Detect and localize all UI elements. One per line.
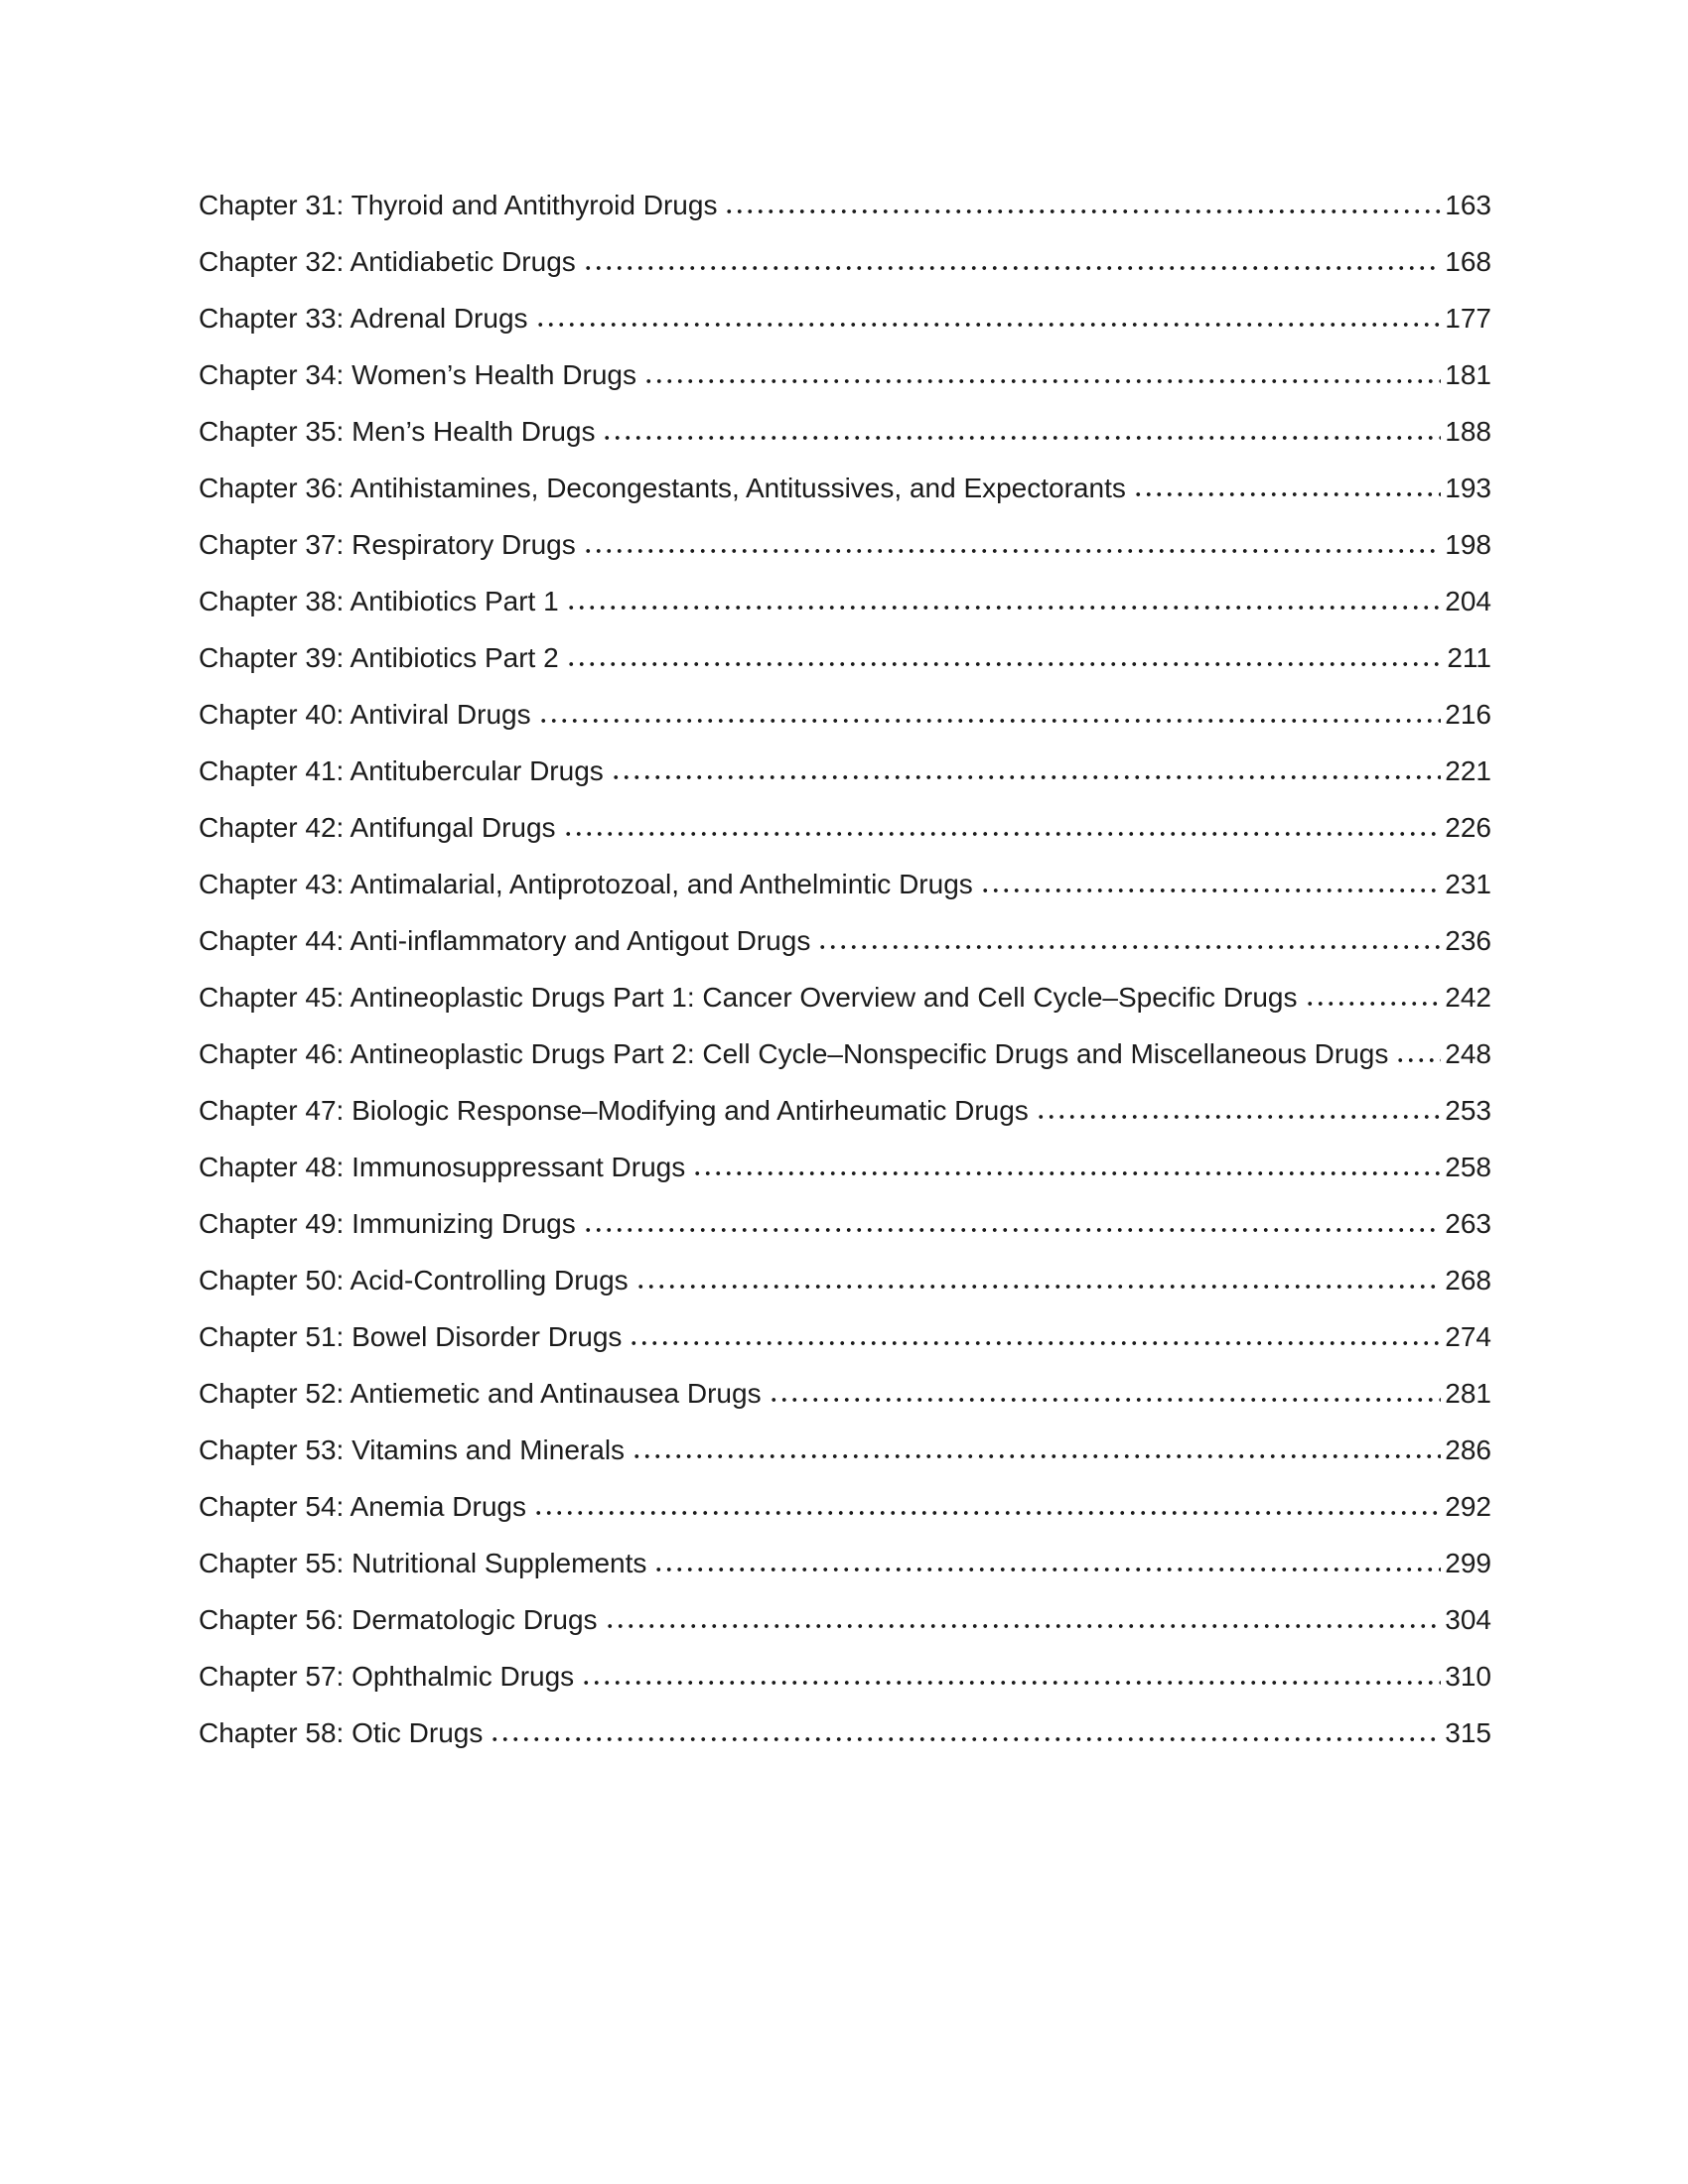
toc-entry-page-number: 315 bbox=[1445, 1717, 1491, 1748]
toc-entry-title: Chapter 49: Immunizing Drugs bbox=[199, 1208, 576, 1239]
toc-entry-title: Chapter 57: Ophthalmic Drugs bbox=[199, 1661, 575, 1692]
dot-leader bbox=[632, 1453, 1441, 1459]
toc-entry-title: Chapter 50: Acid-Controlling Drugs bbox=[199, 1265, 629, 1296]
dot-leader bbox=[583, 1227, 1442, 1233]
toc-entry-title: Chapter 58: Otic Drugs bbox=[199, 1717, 484, 1748]
dot-leader bbox=[538, 718, 1442, 724]
toc-entry-title: Chapter 40: Antiviral Drugs bbox=[199, 699, 531, 730]
toc-entry[interactable] bbox=[199, 1603, 1491, 1637]
dot-leader bbox=[629, 1340, 1441, 1346]
dot-leader bbox=[653, 1567, 1441, 1572]
dot-leader bbox=[602, 435, 1441, 441]
toc-entry-page-number: 263 bbox=[1445, 1208, 1491, 1239]
toc-entry-page-number: 258 bbox=[1445, 1152, 1491, 1182]
dot-leader bbox=[611, 774, 1442, 780]
dot-leader bbox=[566, 605, 1442, 611]
dot-leader bbox=[817, 944, 1441, 950]
toc-entry-title: Chapter 51: Bowel Disorder Drugs bbox=[199, 1321, 623, 1352]
toc-entry-title: Chapter 53: Vitamins and Minerals bbox=[199, 1434, 626, 1465]
toc-entry[interactable] bbox=[199, 1264, 1491, 1297]
toc-entry-title: Chapter 32: Antidiabetic Drugs bbox=[199, 246, 576, 277]
toc-entry-title: Chapter 42: Antifungal Drugs bbox=[199, 812, 556, 843]
toc-entry-title: Chapter 54: Anemia Drugs bbox=[199, 1491, 526, 1522]
toc-entry[interactable] bbox=[199, 754, 1491, 788]
toc-entry[interactable] bbox=[199, 1094, 1491, 1128]
toc-entry[interactable] bbox=[199, 528, 1491, 562]
toc-entry-page-number: 248 bbox=[1445, 1038, 1491, 1069]
toc-entry-title: Chapter 45: Antineoplastic Drugs Part 1: Cancer Overview and Cell Cycle–Specific Drugs bbox=[199, 982, 1298, 1013]
toc-entry-page-number: 304 bbox=[1445, 1604, 1491, 1635]
toc-entry-page-number: 242 bbox=[1445, 982, 1491, 1013]
toc-entry-page-number: 177 bbox=[1445, 303, 1491, 334]
dot-leader bbox=[566, 661, 1444, 667]
toc-entry-page-number: 231 bbox=[1445, 869, 1491, 899]
toc-entry[interactable] bbox=[199, 1547, 1491, 1580]
toc-entry-title: Chapter 46: Antineoplastic Drugs Part 2: Cell Cycle–Nonspecific Drugs and Miscellaneous Drugs bbox=[199, 1038, 1389, 1069]
toc-entry[interactable] bbox=[199, 981, 1491, 1015]
toc-entry[interactable] bbox=[199, 415, 1491, 449]
toc-entry-page-number: 163 bbox=[1445, 190, 1491, 220]
toc-entry[interactable] bbox=[199, 1151, 1491, 1184]
dot-leader bbox=[1305, 1001, 1442, 1007]
toc-entry[interactable] bbox=[199, 189, 1491, 222]
toc-entry-page-number: 211 bbox=[1447, 642, 1491, 673]
toc-entry-page-number: 168 bbox=[1445, 246, 1491, 277]
toc-entry-title: Chapter 38: Antibiotics Part 1 bbox=[199, 586, 559, 616]
toc-entry-page-number: 221 bbox=[1445, 755, 1491, 786]
toc-entry[interactable] bbox=[199, 1433, 1491, 1467]
toc-entry[interactable] bbox=[199, 472, 1491, 505]
toc-entry[interactable] bbox=[199, 302, 1491, 336]
toc-entry[interactable] bbox=[199, 585, 1491, 618]
dot-leader bbox=[535, 322, 1442, 328]
toc-entry-title: Chapter 35: Men’s Health Drugs bbox=[199, 416, 596, 447]
toc-entry-page-number: 274 bbox=[1445, 1321, 1491, 1352]
dot-leader bbox=[692, 1170, 1441, 1176]
toc-entry[interactable] bbox=[199, 1207, 1491, 1241]
dot-leader bbox=[583, 548, 1442, 554]
dot-leader bbox=[643, 378, 1441, 384]
toc-entry-page-number: 204 bbox=[1445, 586, 1491, 616]
toc-entry-title: Chapter 33: Adrenal Drugs bbox=[199, 303, 528, 334]
toc-entry-title: Chapter 36: Antihistamines, Decongestants, Antitussives, and Expectorants bbox=[199, 473, 1126, 503]
toc-entry-page-number: 193 bbox=[1445, 473, 1491, 503]
toc-entry-page-number: 310 bbox=[1445, 1661, 1491, 1692]
table-of-contents bbox=[199, 189, 1491, 1773]
toc-entry[interactable] bbox=[199, 1490, 1491, 1524]
toc-entry-title: Chapter 44: Anti-inflammatory and Antigout Drugs bbox=[199, 925, 811, 956]
toc-entry-page-number: 226 bbox=[1445, 812, 1491, 843]
toc-entry[interactable] bbox=[199, 868, 1491, 901]
toc-entry[interactable] bbox=[199, 811, 1491, 845]
toc-entry-title: Chapter 56: Dermatologic Drugs bbox=[199, 1604, 598, 1635]
toc-entry-title: Chapter 52: Antiemetic and Antinausea Drugs bbox=[199, 1378, 762, 1409]
dot-leader bbox=[724, 208, 1441, 214]
dot-leader bbox=[769, 1397, 1442, 1403]
toc-entry-page-number: 216 bbox=[1445, 699, 1491, 730]
toc-entry[interactable] bbox=[199, 698, 1491, 732]
toc-entry[interactable] bbox=[199, 245, 1491, 279]
toc-entry-page-number: 198 bbox=[1445, 529, 1491, 560]
toc-entry[interactable] bbox=[199, 1037, 1491, 1071]
toc-entry-page-number: 286 bbox=[1445, 1434, 1491, 1465]
toc-entry[interactable] bbox=[199, 1660, 1491, 1694]
toc-entry-title: Chapter 37: Respiratory Drugs bbox=[199, 529, 576, 560]
toc-entry-page-number: 236 bbox=[1445, 925, 1491, 956]
toc-entry-page-number: 181 bbox=[1445, 359, 1491, 390]
dot-leader bbox=[605, 1623, 1442, 1629]
toc-entry[interactable] bbox=[199, 358, 1491, 392]
dot-leader bbox=[1036, 1114, 1441, 1120]
dot-leader bbox=[1133, 491, 1441, 497]
toc-entry[interactable] bbox=[199, 924, 1491, 958]
dot-leader bbox=[980, 887, 1442, 893]
toc-entry[interactable] bbox=[199, 641, 1491, 675]
toc-entry[interactable] bbox=[199, 1377, 1491, 1411]
toc-entry[interactable] bbox=[199, 1716, 1491, 1750]
dot-leader bbox=[533, 1510, 1441, 1516]
dot-leader bbox=[583, 265, 1442, 271]
dot-leader bbox=[635, 1284, 1442, 1290]
toc-entry-title: Chapter 48: Immunosuppressant Drugs bbox=[199, 1152, 686, 1182]
toc-entry-title: Chapter 31: Thyroid and Antithyroid Drugs bbox=[199, 190, 718, 220]
toc-entry-title: Chapter 41: Antitubercular Drugs bbox=[199, 755, 604, 786]
toc-entry-title: Chapter 39: Antibiotics Part 2 bbox=[199, 642, 559, 673]
toc-entry-title: Chapter 55: Nutritional Supplements bbox=[199, 1548, 647, 1578]
toc-entry-page-number: 253 bbox=[1445, 1095, 1491, 1126]
dot-leader bbox=[490, 1736, 1441, 1742]
toc-entry-title: Chapter 43: Antimalarial, Antiprotozoal, and Anthelmintic Drugs bbox=[199, 869, 973, 899]
toc-entry-title: Chapter 47: Biologic Response–Modifying and Antirheumatic Drugs bbox=[199, 1095, 1029, 1126]
toc-entry-title: Chapter 34: Women’s Health Drugs bbox=[199, 359, 636, 390]
dot-leader bbox=[563, 831, 1442, 837]
dot-leader bbox=[1395, 1057, 1441, 1063]
toc-entry-page-number: 188 bbox=[1445, 416, 1491, 447]
toc-entry-page-number: 281 bbox=[1445, 1378, 1491, 1409]
toc-entry-page-number: 292 bbox=[1445, 1491, 1491, 1522]
toc-entry-page-number: 299 bbox=[1445, 1548, 1491, 1578]
toc-entry[interactable] bbox=[199, 1320, 1491, 1354]
dot-leader bbox=[581, 1680, 1441, 1686]
toc-entry-page-number: 268 bbox=[1445, 1265, 1491, 1296]
